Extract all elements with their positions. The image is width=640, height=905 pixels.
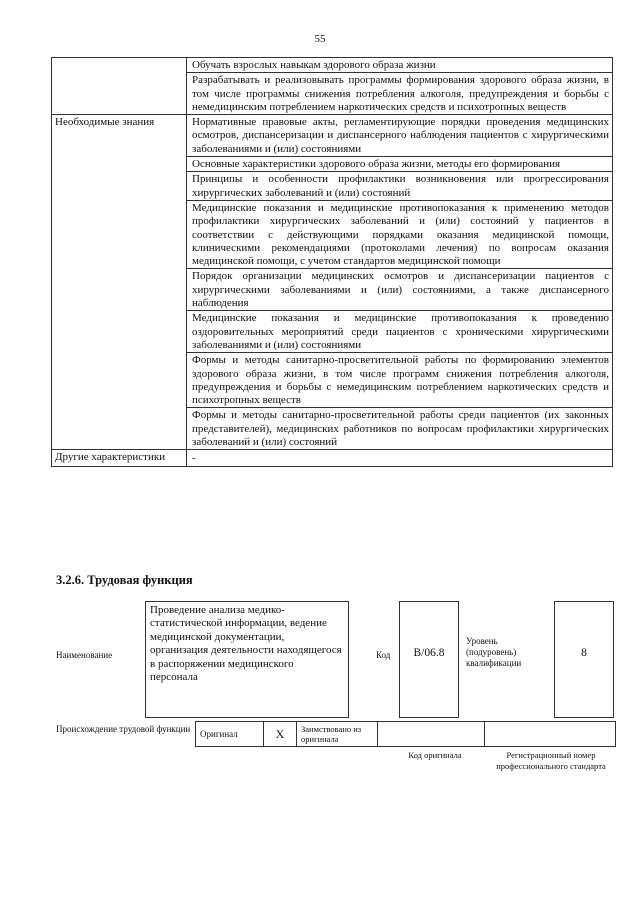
table-row: [52, 450, 613, 466]
table-row: [52, 115, 613, 157]
requirements-table: [51, 57, 613, 467]
table-cell: Формы и методы санитарно-просветительной работы по формированию элементов здорового образа жизни, в том числе программ снижения потребления алкоголя, предупреждения и борьбы с немедицинским потреблением наркотических средств и психотропных веществ: [187, 353, 613, 408]
table-cell: Нормативные правовые акты, регламентирующие порядки проведения медицинских осмотров, диспансеризации и диспансерного наблюдения пациентов с хирургическими заболеваниями и (или) состояниями: [187, 115, 613, 157]
table-cell: Формы и методы санитарно-просветительной работы среди пациентов (их законных представителей), медицинских работников по вопросам профилактики хирургических заболеваний и (или) состояний: [187, 408, 613, 450]
table-cell: Порядок организации медицинских осмотров и диспансеризации пациентов с хирургическими заболеваниями и (или) состояниями, а также диспансерного наблюдения: [187, 269, 613, 311]
origin-label: Происхождение трудовой функции: [56, 724, 191, 734]
borrowed-label: Заимствовано из оригинала: [297, 722, 378, 747]
row-label-required-knowledge: Необходимые знания: [52, 115, 187, 450]
code-original-cell: [378, 722, 485, 747]
table-cell: Основные характеристики здорового образа жизни, методы его формирования: [187, 157, 613, 172]
table-cell: Медицинские показания и медицинские противопоказания к проведению оздоровительных мероприятий среди пациентов с хроническими хирургическими заболеваниями и (или) состояниями: [187, 311, 613, 353]
table-row: [196, 722, 616, 747]
level-value-box: 8: [554, 601, 614, 718]
table-cell: Разрабатывать и реализовывать программы формирования здорового образа жизни, в том числе программы снижения потребления алкоголя, предупреждения и борьбы с немедицинским потреблением наркотических средств и психотропных веществ: [187, 73, 613, 115]
original-label: Оригинал: [196, 722, 264, 747]
table-cell: Обучать взрослых навыкам здорового образа жизни: [187, 58, 613, 73]
table-cell: Принципы и особенности профилактики возникновения или прогрессирования хирургических заболеваний и (или) состояний: [187, 172, 613, 201]
name-label: Наименование: [56, 650, 113, 660]
table-row: [52, 58, 613, 73]
table-cell: Медицинские показания и медицинские противопоказания к применению методов профилактики хирургических заболеваний и (или) состояний у пациентов в соответствии с действующими порядками оказания медицинской помощи, клиническими рекомендациями (протоколами лечения) по вопросам оказания медицинской помощи, с учетом стандартов медицинской помощи: [187, 200, 613, 268]
code-original-caption: Код оригинала: [408, 750, 462, 760]
function-name-box: Проведение анализа медико-статистической информации, ведение медицинской документации, организация деятельности находящегося в распоряжении медицинского персонала: [145, 601, 349, 718]
code-value-box: B/06.8: [399, 601, 459, 718]
section-heading: 3.2.6. Трудовая функция: [56, 573, 193, 587]
origin-table: [195, 721, 616, 747]
code-label: Код: [376, 650, 391, 660]
level-label: Уровень (подуровень) квалификации: [466, 636, 522, 668]
original-mark: X: [264, 722, 297, 747]
page-number: 55: [314, 33, 326, 45]
reg-number-caption: Регистрационный номер профессионального стандарта: [496, 750, 606, 771]
row-label: [52, 58, 187, 115]
table-cell: -: [187, 450, 613, 466]
row-label-other-characteristics: Другие характеристики: [52, 450, 187, 466]
reg-number-cell: [485, 722, 616, 747]
